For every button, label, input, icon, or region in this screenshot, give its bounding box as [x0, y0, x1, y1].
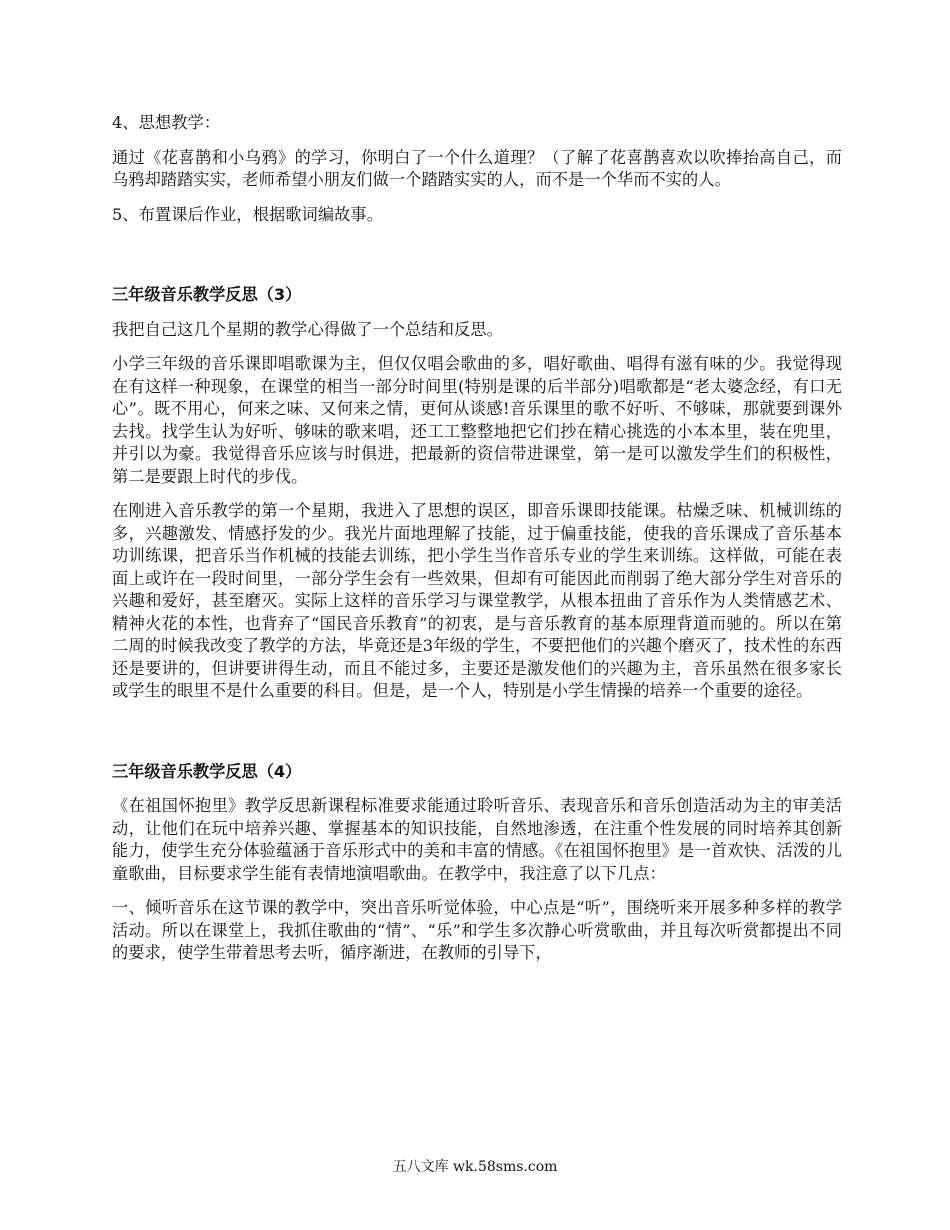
- section-3-paragraph-2: 小学三年级的音乐课即唱歌课为主，但仅仅唱会歌曲的多，唱好歌曲、唱得有滋有味的少。我觉得现在有这样一种现象，在课堂的相当一部分时间里(特别是课的后半部分)唱歌都是“老太婆念经，有口无心”。既不用心，何来之味、又何来之情，更何从谈感!音乐课里的歌不好听、不够味，那就要到课外去找。找学生认为好听、够味的歌来唱，还工工整整地把它们抄在精心挑选的小本本里，装在兜里，并引以为豪。我觉得音乐应该与时俱进，把最新的资信带进课堂，第一是可以激发学生们的积极性，第二是要跟上时代的步伐。: [112, 354, 842, 486]
- item-4-paragraph: 通过《花喜鹊和小乌鸦》的学习，你明白了一个什么道理？（了解了花喜鹊喜欢以吹捧抬高自己，而乌鸦却踏踏实实，老师希望小朋友们做一个踏踏实实的人，而不是一个华而不实的人。: [112, 147, 842, 189]
- section-3-heading: 三年级音乐教学反思（3）: [112, 285, 302, 304]
- item-5-paragraph: 5、布置课后作业，根据歌词编故事。: [112, 204, 383, 224]
- section-4-heading: 三年级音乐教学反思（4）: [112, 761, 302, 781]
- section-3-paragraph-1: 我把自己这几个星期的教学心得做了一个总结和反思。: [112, 319, 503, 339]
- page-footer: 五八文库 wk.58sms.com: [392, 1159, 558, 1175]
- document-body: [112, 112, 842, 965]
- section-3-paragraph-3: 在刚进入音乐教学的第一个星期，我进入了思想的误区，即音乐课即技能课。枯燥乏味、机械训练的多，兴趣激发、情感抒发的少。我光片面地理解了技能，过于偏重技能，使我的音乐课成了音乐基本功训练课，把音乐当作机械的技能去训练，把小学生当作音乐专业的学生来训练。这样做，可能在表面上或许在一段时间里，一部分学生会有一些效果，但却有可能因此而削弱了绝大部分学生对音乐的兴趣和爱好，甚至磨灭。实际上这样的音乐学习与课堂教学，从根本扭曲了音乐作为人类情感艺术、精神火花的本性，也背弃了“国民音乐教育”的初衷，是与音乐教育的基本原理背道而驰的。所以在第二周的时候我改变了教学的方法，毕竟还是3年级的学生，不要把他们的兴趣个磨灭了，技术性的东西还是要讲的，但讲要讲得生动，而且不能过多，主要还是激发他们的兴趣为主，音乐虽然在很多家长或学生的眼里不是什么重要的科目。但是，是一个人，特别是小学生情操的培养一个重要的途径。: [112, 501, 842, 700]
- section-4-paragraph-2: 一、倾听音乐在这节课的教学中，突出音乐听觉体验，中心点是“听”，围绕听来开展多种多样的教学活动。所以在课堂上，我抓住歌曲的“情”、“乐”和学生多次静心听赏歌曲，并且每次听赏都提出不同的要求，使学生带着思考去听，循序渐进，在教师的引导下，: [112, 898, 842, 962]
- section-4-paragraph-1: 《在祖国怀抱里》教学反思新课程标准要求能通过聆听音乐、表现音乐和音乐创造活动为主的审美活动，让他们在玩中培养兴趣、掌握基本的知识技能，自然地渗透，在注重个性发展的同时培养其创新能力，使学生充分体验蕴涵于音乐形式中的美和丰富的情感。《在祖国怀抱里》是一首欢快、活泼的儿童歌曲，目标要求学生能有表情地演唱歌曲。在教学中，我注意了以下几点：: [112, 796, 842, 883]
- item-4-label: 4、思想教学：: [112, 113, 221, 132]
